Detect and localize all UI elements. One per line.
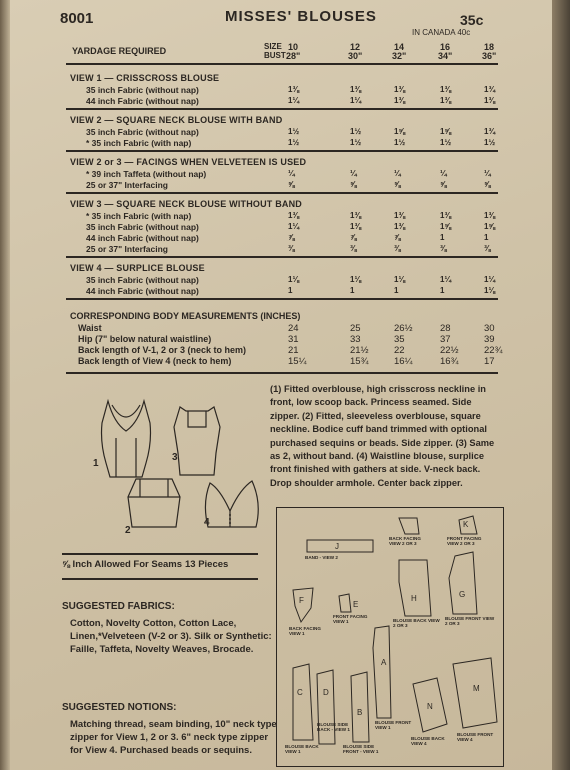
measurement-value: 21½	[350, 345, 369, 356]
measurement-value: 26½	[394, 323, 413, 334]
section-rule	[66, 256, 498, 258]
yardage-value: ¼	[350, 169, 357, 178]
layout-piece-letter: H	[411, 594, 417, 603]
yardage-value: 1¼	[350, 96, 362, 105]
measurement-value: 16¾	[440, 356, 459, 367]
yardage-row-label: 35 inch Fabric (without nap)	[86, 222, 199, 232]
yardage-value: 1⅜	[484, 211, 496, 220]
yardage-value: 1⅜	[440, 211, 452, 220]
yardage-value: 1⅜	[440, 96, 452, 105]
pattern-title: MISSES' BLOUSES	[225, 8, 377, 25]
envelope-left-edge	[0, 0, 10, 770]
seam-allowance: ⅝ Inch Allowed For Seams	[62, 559, 183, 570]
section-rule	[66, 372, 498, 374]
measurement-value: 15¾	[350, 356, 369, 367]
layout-piece-label: BLOUSE BACK VIEW 2 OR 3	[393, 618, 440, 628]
yardage-value: 1⅝	[394, 127, 406, 136]
yardage-value: 1	[394, 286, 399, 295]
layout-piece-label: BACK FACING VIEW 1	[289, 626, 321, 636]
yardage-row-label: 25 or 37" Interfacing	[86, 180, 168, 190]
measurement-label: Hip (7" below natural waistline)	[78, 334, 212, 344]
measurement-value: 30	[484, 323, 495, 334]
layout-piece-label: FRONT FACING VIEW 2 OR 3	[447, 536, 482, 546]
measurement-value: 22	[394, 345, 405, 356]
yardage-row-label: 44 inch Fabric (without nap)	[86, 96, 199, 106]
yardage-value: 1	[350, 286, 355, 295]
yardage-value: ¼	[288, 169, 295, 178]
view-number-3: 3	[172, 452, 178, 463]
layout-piece-label: BLOUSE BACK VIEW 4	[411, 736, 445, 746]
layout-piece-letter: D	[323, 688, 329, 697]
yardage-value: 1½	[288, 127, 300, 136]
yardage-value: 1¾	[484, 85, 496, 94]
layout-piece-letter: M	[473, 684, 480, 693]
yardage-value: ⅜	[350, 244, 357, 253]
layout-piece-label: BLOUSE FRONT VIEW 4	[457, 732, 494, 742]
section-rule	[66, 192, 498, 194]
view-number-2: 2	[125, 525, 131, 536]
yardage-section-title: VIEW 2 — SQUARE NECK BLOUSE WITH BAND	[70, 115, 283, 125]
yardage-section-title: VIEW 2 or 3 — FACINGS WHEN VELVETEEN IS USED	[70, 157, 307, 167]
layout-piece-letter: F	[299, 596, 304, 605]
view-number-1: 1	[93, 458, 99, 469]
yardage-row-label: 35 inch Fabric (without nap)	[86, 127, 199, 137]
layout-piece-letter: K	[463, 520, 469, 529]
yardage-value: 1½	[440, 138, 452, 147]
yardage-value: 1⅜	[288, 211, 300, 220]
yardage-value: 1	[440, 286, 445, 295]
section-rule	[66, 150, 498, 152]
fabrics-text: Cotton, Novelty Cotton, Cotton Lace, Linen,*Velveteen (V-2 or 3). Silk or Synthetic: Faille, Taffeta, Novelty Weaves, Brocade.	[70, 618, 272, 655]
yardage-row-label: 35 inch Fabric (without nap)	[86, 275, 199, 285]
layout-piece-letter: J	[335, 542, 339, 551]
yardage-row-label: * 39 inch Taffeta (without nap)	[86, 169, 207, 179]
size-10: 10	[288, 42, 299, 52]
canada-price: IN CANADA 40c	[412, 28, 471, 37]
envelope-right-edge	[552, 0, 570, 770]
yardage-value: 1½	[288, 138, 300, 147]
yardage-value: 1⅜	[440, 85, 452, 94]
yardage-value: 1	[484, 233, 489, 242]
bust-value: 36"	[482, 51, 497, 61]
measurement-value: 24	[288, 323, 299, 334]
yardage-title: YARDAGE REQUIRED	[72, 46, 167, 56]
layout-piece-label: BLOUSE FRONT VIEW 1	[375, 720, 412, 730]
measurement-label: Waist	[78, 323, 102, 333]
yardage-value: 1½	[350, 127, 362, 136]
yardage-value: ⅝	[394, 180, 401, 189]
yardage-row-label: * 35 inch Fabric (with nap)	[86, 211, 192, 221]
yardage-value: ⅜	[394, 244, 401, 253]
yardage-value: ⅝	[288, 180, 295, 189]
size-14: 14	[394, 42, 405, 52]
yardage-row-label: 35 inch Fabric (without nap)	[86, 85, 199, 95]
layout-piece-label: BLOUSE SIDE BACK - VIEW 1	[317, 722, 350, 732]
yardage-value: 1⅜	[350, 211, 362, 220]
measurement-value: 16¼	[394, 356, 413, 367]
yardage-row-label: 25 or 37" Interfacing	[86, 244, 168, 254]
measurement-value: 25	[350, 323, 361, 334]
measurement-label: Back length of V-1, 2 or 3 (neck to hem)	[78, 345, 247, 355]
yardage-value: ¼	[484, 169, 491, 178]
layout-piece-letter: A	[381, 658, 387, 667]
measurement-value: 35	[394, 334, 405, 345]
yardage-value: ⅜	[440, 244, 447, 253]
yardage-value: 1⅛	[394, 275, 406, 284]
size-label: SIZE	[264, 42, 282, 51]
yardage-value: 1¼	[484, 275, 496, 284]
section-rule	[66, 298, 498, 300]
piece-count: 13 Pieces	[185, 559, 229, 570]
size-16: 16	[440, 42, 451, 52]
layout-piece-label: BAND - VIEW 2	[305, 555, 338, 560]
size-12: 12	[350, 42, 361, 52]
layout-piece-label: BLOUSE BACK VIEW 1	[285, 744, 319, 754]
measurement-value: 15¼	[288, 356, 307, 367]
yardage-section-title: VIEW 1 — CRISSCROSS BLOUSE	[70, 73, 220, 83]
yardage-section-title: VIEW 3 — SQUARE NECK BLOUSE WITHOUT BAND	[70, 199, 303, 209]
measurement-value: 31	[288, 334, 299, 345]
measurements-title: CORRESPONDING BODY MEASUREMENTS (INCHES)	[70, 311, 301, 321]
yardage-value: 1¼	[288, 96, 300, 105]
yardage-value: ⅜	[484, 244, 491, 253]
yardage-value: 1¾	[484, 127, 496, 136]
measurement-value: 21	[288, 345, 299, 356]
measurement-value: 37	[440, 334, 451, 345]
yardage-value: 1¼	[440, 275, 452, 284]
measurement-label: Back length of View 4 (neck to hem)	[78, 356, 232, 366]
layout-piece-label: BLOUSE FRONT VIEW 2 OR 3	[445, 616, 495, 626]
notions-title: SUGGESTED NOTIONS:	[62, 702, 177, 713]
layout-piece-letter: B	[357, 708, 363, 717]
notions-text: Matching thread, seam binding, 10" neck type zipper for View 1, 2 or 3. 6" neck type zipper for View 4. Purchased beads or sequins.	[70, 719, 277, 756]
yardage-row-label: 44 inch Fabric (without nap)	[86, 286, 199, 296]
layout-piece-label: BLOUSE SIDE FRONT - VIEW 1	[343, 744, 379, 754]
bust-value: 28"	[286, 51, 301, 61]
yardage-value: 1⅝	[440, 127, 452, 136]
yardage-row-label: 44 inch Fabric (without nap)	[86, 233, 199, 243]
section-rule	[66, 63, 498, 65]
yardage-value: ¼	[440, 169, 447, 178]
yardage-value: 1⅛	[288, 275, 300, 284]
yardage-value: ⅞	[288, 233, 295, 242]
layout-piece-label: FRONT FACING VIEW 1	[333, 614, 368, 624]
layout-piece-letter: E	[353, 600, 359, 609]
yardage-value: 1⅜	[394, 96, 406, 105]
yardage-row-label: * 35 inch Fabric (with nap)	[86, 138, 192, 148]
fabrics-title: SUGGESTED FABRICS:	[62, 601, 175, 612]
yardage-section-title: VIEW 4 — SURPLICE BLOUSE	[70, 263, 205, 273]
yardage-value: ⅜	[288, 244, 295, 253]
yardage-value: 1⅜	[288, 85, 300, 94]
yardage-value: ⅝	[350, 180, 357, 189]
yardage-value: ⅝	[484, 180, 491, 189]
yardage-value: 1	[288, 286, 293, 295]
section-rule	[66, 108, 498, 110]
layout-piece-letter: G	[459, 590, 466, 599]
yardage-value: 1⅜	[350, 222, 362, 231]
yardage-value: 1	[440, 233, 445, 242]
yardage-value: 1½	[350, 138, 362, 147]
seam-rule-top	[62, 553, 258, 555]
pattern-layout-diagram	[276, 507, 504, 767]
yardage-value: 1⅜	[394, 211, 406, 220]
yardage-value: 1⅛	[484, 286, 496, 295]
yardage-value: 1½	[484, 138, 496, 147]
pattern-price: 35c	[460, 12, 484, 28]
yardage-value: 1¼	[288, 222, 300, 231]
yardage-value: 1⅝	[440, 222, 452, 231]
layout-piece-letter: N	[427, 702, 433, 711]
yardage-value: ¼	[394, 169, 401, 178]
measurement-value: 17	[484, 356, 495, 367]
yardage-value: ⅝	[440, 180, 447, 189]
measurement-value: 22½	[440, 345, 459, 356]
yardage-value: 1⅜	[484, 96, 496, 105]
yardage-value: ⅞	[350, 233, 357, 242]
layout-piece-label: BACK FACING VIEW 2 OR 3	[389, 536, 421, 546]
size-18: 18	[484, 42, 495, 52]
layout-piece-letter: C	[297, 688, 303, 697]
bust-label: BUST	[264, 51, 286, 60]
measurement-value: 28	[440, 323, 451, 334]
yardage-value: ⅞	[394, 233, 401, 242]
measurement-value: 22¾	[484, 345, 503, 356]
yardage-value: 1⅜	[350, 85, 362, 94]
seam-rule-bottom	[62, 578, 258, 580]
bust-value: 30"	[348, 51, 363, 61]
yardage-value: 1⅝	[484, 222, 496, 231]
bust-value: 32"	[392, 51, 407, 61]
yardage-value: 1⅜	[394, 222, 406, 231]
yardage-value: 1½	[394, 138, 406, 147]
yardage-value: 1⅛	[350, 275, 362, 284]
blouse-sketches	[80, 393, 280, 543]
blouse-description: (1) Fitted overblouse, high crisscross neckline in front, low scoop back. Princess seamed. Side zipper. (2) Fitted, sleeveless overblouse, square neckline. Bodice cuff band trimmed with optional purchased sequins or beads. Side zipper. (3) Same as 2, without band. (4) Waistline blouse, surplice front finished with gathers at side. V-neck back. Drop shoulder armhole. Center back zipper.	[270, 384, 495, 488]
yardage-value: 1⅜	[394, 85, 406, 94]
pattern-number: 8001	[60, 10, 94, 27]
measurement-value: 33	[350, 334, 361, 345]
view-number-4: 4	[204, 517, 210, 528]
measurement-value: 39	[484, 334, 495, 345]
bust-value: 34"	[438, 51, 453, 61]
